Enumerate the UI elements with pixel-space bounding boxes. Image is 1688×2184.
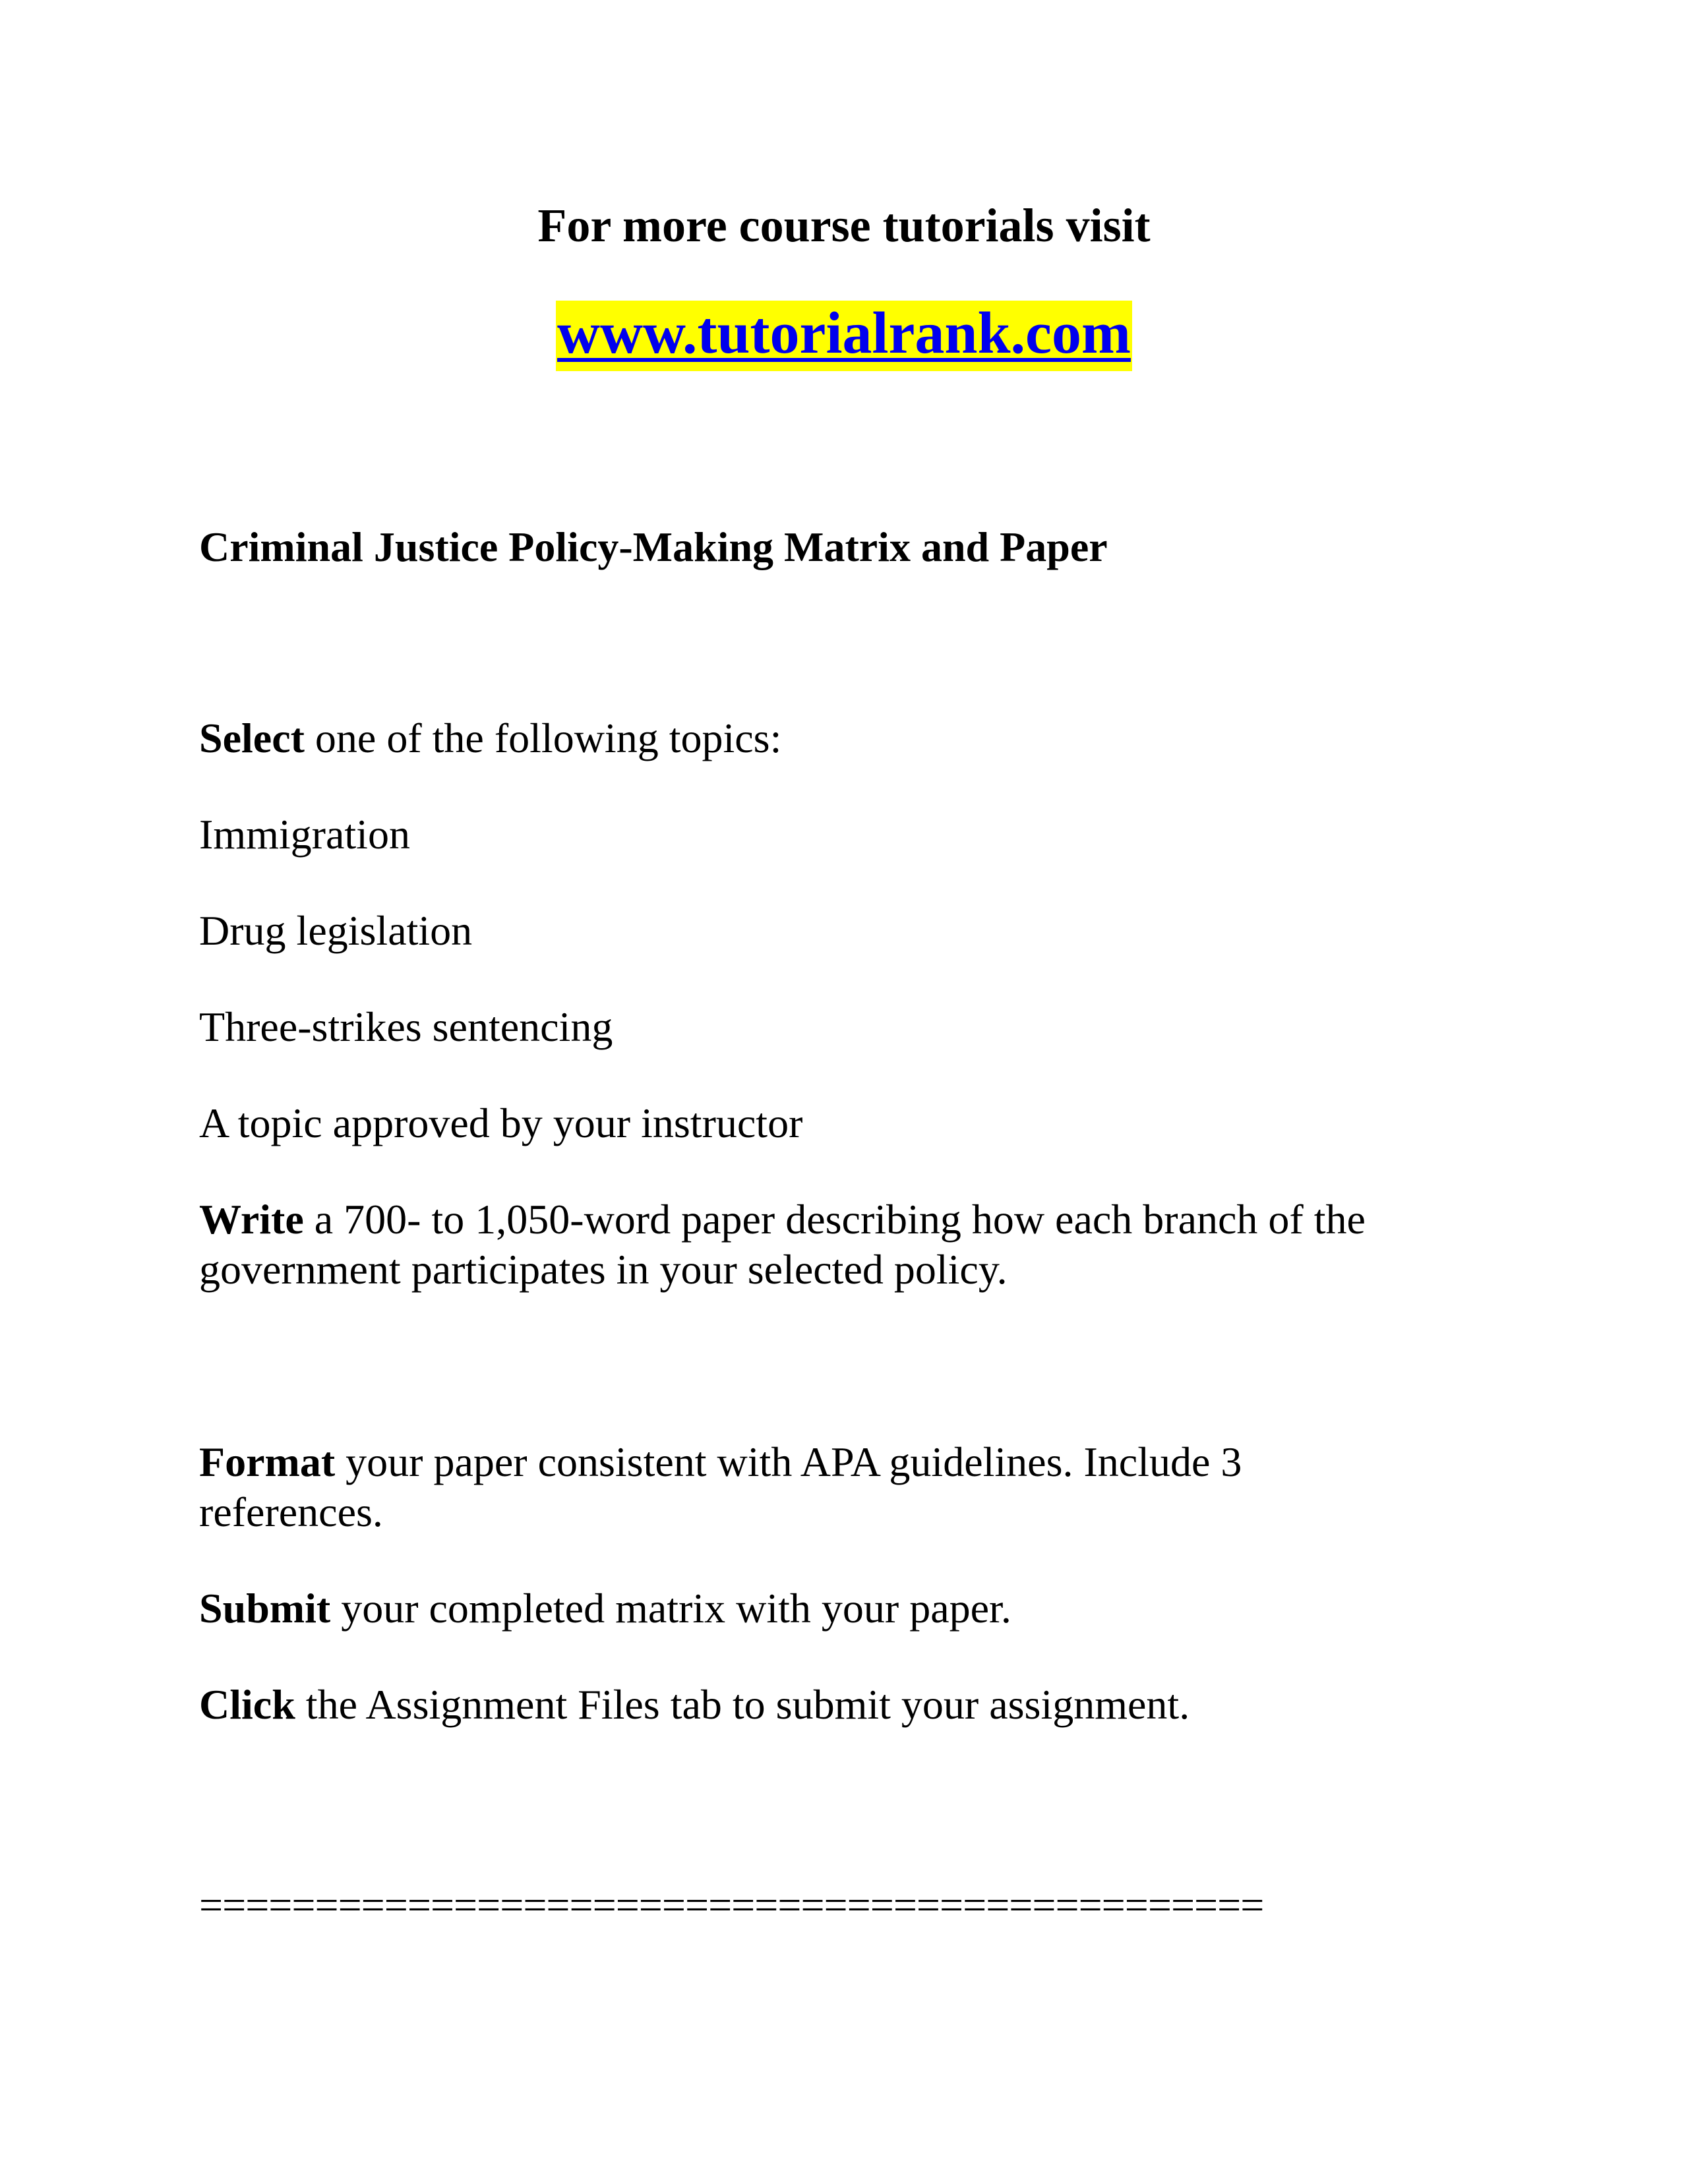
write-instruction bbox=[199, 1195, 1518, 1295]
write-text: a 700- to 1,050-word paper describing how each branch of the bbox=[303, 1196, 1366, 1243]
site-link-container bbox=[0, 301, 1688, 371]
submit-text: your completed matrix with your paper. bbox=[330, 1585, 1011, 1632]
format-instruction bbox=[199, 1437, 1518, 1537]
topic-item-instructor-approved: A topic approved by your instructor bbox=[199, 1100, 803, 1146]
topic-item-three-strikes: Three-strikes sentencing bbox=[199, 1003, 613, 1050]
format-text: your paper consistent with APA guidelines. Include 3 bbox=[335, 1438, 1242, 1485]
click-verb: Click bbox=[199, 1681, 295, 1728]
select-instruction bbox=[199, 713, 1518, 763]
document-title: Criminal Justice Policy-Making Matrix and Paper bbox=[199, 523, 1108, 570]
submit-verb: Submit bbox=[199, 1585, 331, 1632]
write-verb: Write bbox=[199, 1196, 304, 1243]
select-verb: Select bbox=[199, 715, 305, 761]
write-line-2: government participates in your selected policy. bbox=[199, 1246, 1008, 1293]
format-line-2: references. bbox=[199, 1489, 383, 1535]
select-text: one of the following topics: bbox=[304, 715, 782, 761]
write-line-1 bbox=[199, 1195, 1518, 1245]
submit-instruction bbox=[199, 1583, 1518, 1634]
click-instruction bbox=[199, 1680, 1518, 1730]
topic-item-drug-legislation: Drug legislation bbox=[199, 907, 473, 954]
topic-item-immigration: Immigration bbox=[199, 811, 410, 858]
click-text: the Assignment Files tab to submit your assignment. bbox=[295, 1681, 1190, 1728]
divider-line: ============================================== bbox=[199, 1881, 1264, 1928]
site-link[interactable]: www.tutorialrank.com bbox=[556, 301, 1132, 371]
format-line-1 bbox=[199, 1437, 1518, 1487]
visit-heading: For more course tutorials visit bbox=[537, 199, 1151, 252]
format-verb: Format bbox=[199, 1438, 336, 1485]
